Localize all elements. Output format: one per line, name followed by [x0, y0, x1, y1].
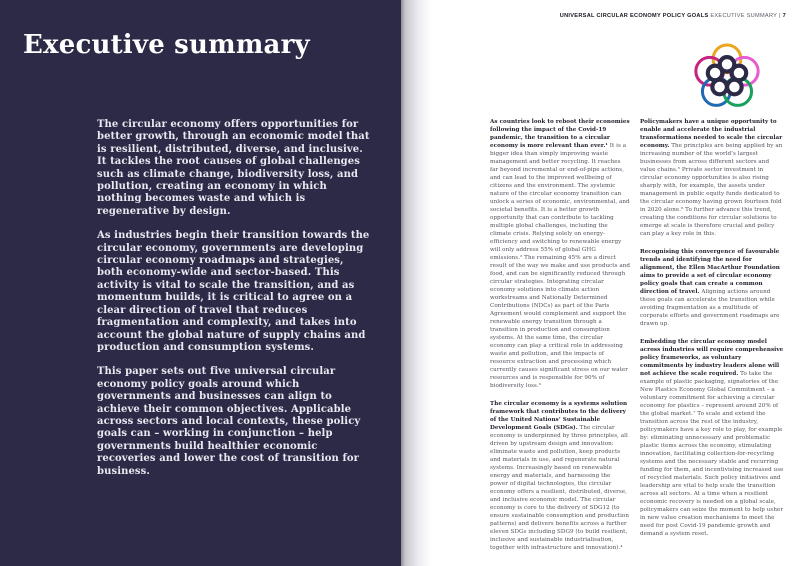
body-paragraph	[490, 400, 630, 552]
paragraph-text: The circular economy is underpinned by three principles, all driven by upstream design and innovation: eliminate waste and pollution, keep products and materials in use, and regenerate natural systems. Increasingly based on renewable energy and materials, and harnessing the power of digital technologies, the circular economy offers a resilient, distributed, diverse, and inclusive economic model. The circular economy is core to the delivery of SDG12 (to ensure sustainable consumption and production patterns) and delivers benefits across a further eleven SDGs including SDG9 (to build resilient, inclusive and sustainable industrialisation, together with infrastructure and innovation).⁴	[490, 425, 629, 551]
header-section-title: EXECUTIVE SUMMARY |	[710, 13, 781, 19]
paragraph-text: The principles are being applied by an increasing number of the world’s largest businesses from across different sectors and value chains.⁵ Private sector investment in circular economy opportunities is also rising sharply with, for example, the assets under management in public equity funds dedicated to the circular economy having grown fourteen fold in 2020 alone.⁶ To further advance this trend, creating the conditions for circular solutions to emerge at scale is therefore crucial and policy can play a key role in this.	[640, 143, 783, 237]
content-page	[432, 0, 800, 566]
text-column-left	[490, 118, 630, 562]
running-header	[560, 13, 786, 20]
paragraph-text: Aligning actions around these goals can accelerate the transition while avoiding fragmentation as a multitude of corporate efforts and government roadmaps are drawn up.	[640, 289, 780, 327]
page-fold-shadow	[401, 0, 432, 566]
body-paragraph	[640, 118, 786, 238]
paragraph-lead: Recognising this convergence of favourable trends and identifying the need for alignment, the Ellen MacArthur Foundation aims to provide a set of circular economy policy goals that can create a common direction of travel.	[640, 249, 780, 295]
paragraph-lead: Policymakers have a unique opportunity to enable and accelerate the industrial transformations needed to scale the circular economy.	[640, 119, 783, 149]
paragraph-lead: As countries look to reboot their economies following the impact of the Covid-19 pandemic, the transition to a circular economy is more relevant than ever.¹	[490, 119, 630, 149]
body-paragraph	[490, 118, 630, 390]
intro-paragraph-2: As industries begin their transition towards the circular economy, governments are developing circular economy roadmaps and strategies, both economy-wide and sector-based. This activity is vital to scale the transition, and as momentum builds, it is critical to agree on a clear direction of travel that reduces fragmentation and complexity, and takes into account the global nature of supply chains and production and consumption systems.	[97, 230, 370, 353]
inner-ring-bottom-left	[712, 80, 727, 95]
intro-paragraph-3: This paper sets out five universal circular economy policy goals around which governments and businesses can align to achieve their common objectives. Applicable across sectors and local contexts, these policy goals can – working in conjunction – help governments build healthier economic recoveries and lower the cost of transition for business.	[97, 366, 361, 477]
paragraph-lead: The circular economy is a systems solution framework that contributes to the delivery of the United Nations’ Sustainable Development Goals (SDGs).	[490, 401, 628, 431]
intro-paragraph-1: The circular economy offers opportunities for better growth, through an economic model that is resilient, distributed, diverse, and inclusive. It tackles the root causes of global challenges such as climate change, biodiversity loss, and pollution, creating an economy in which nothing becomes waste and which is regenerative by design.	[97, 119, 370, 217]
summary-intro-block	[97, 119, 373, 490]
five-rings-icon	[694, 42, 760, 108]
paragraph-text: It is a bigger idea than simply improving waste management and better recycling. It reaches far beyond incremental or end-of-pipe actions, and can lead to the improved wellbeing of citizens and the environment. The systemic nature of the circular economy transition can unlock a series of economic, environmental, and societal benefits. It is a better growth opportunity that can contribute to tackling multiple global challenges, including the climate crisis. Relying solely on energy-efficiency and switching to renewable energy will only address 55% of global GHG emissions.² The remaining 45% are a direct result of the way we make and use products and food, and can be significantly reduced through circular strategies. Integrating circular economy solutions into climate action workstreams and Nationally Determined Contributions (NDCs) as part of the Paris Agreement would complement and support the renewable energy transition through a transition in production and consumption systems. At the same time, the circular economy can play a critical role in addressing waste and pollution, and the impacts of resource extraction and processing which currently causes significant stress on our water resources and is responsible for 90% of biodiversity loss.³	[490, 143, 630, 389]
paragraph-text: To take the example of plastic packaging, signatories of the New Plastics Economy Global Commitment – a voluntary commitment for achieving a circular economy for plastics – represent around 20% of the global market.⁷ To scale and extend the transition across the rest of the industry, policymakers have a key role to play, for example by: eliminating unnecessary and problematic plastic items across the economy, stimulating innovation, facilitating collection-for-recycling systems and the necessary stable and recurring funding for them, and incentivising increased use of recycled materials. Such policy initiatives and leadership are vital to help scale the transition across all sectors. At a time when a resilient economic recovery is needed on a global scale, policymakers can seize the moment to help usher in new value creation mechanisms to meet the need for post Covid-19 pandemic growth and demand a system reset.	[640, 371, 784, 537]
body-columns	[490, 118, 786, 562]
page-number: 7	[782, 13, 786, 19]
text-column-right	[640, 118, 786, 562]
paragraph-lead: Embedding the circular economy model across industries will require comprehensive policy frameworks, as voluntary commitments by industry leaders alone will not achieve the scale required.	[640, 339, 784, 377]
page-title: Executive summary	[23, 30, 310, 60]
header-report-title: UNIVERSAL CIRCULAR ECONOMY POLICY GOALS	[559, 13, 709, 19]
body-paragraph	[640, 248, 786, 328]
inner-ring-bottom-right	[727, 80, 742, 95]
body-paragraph	[640, 338, 786, 538]
circular-economy-goals-logo	[694, 42, 760, 108]
